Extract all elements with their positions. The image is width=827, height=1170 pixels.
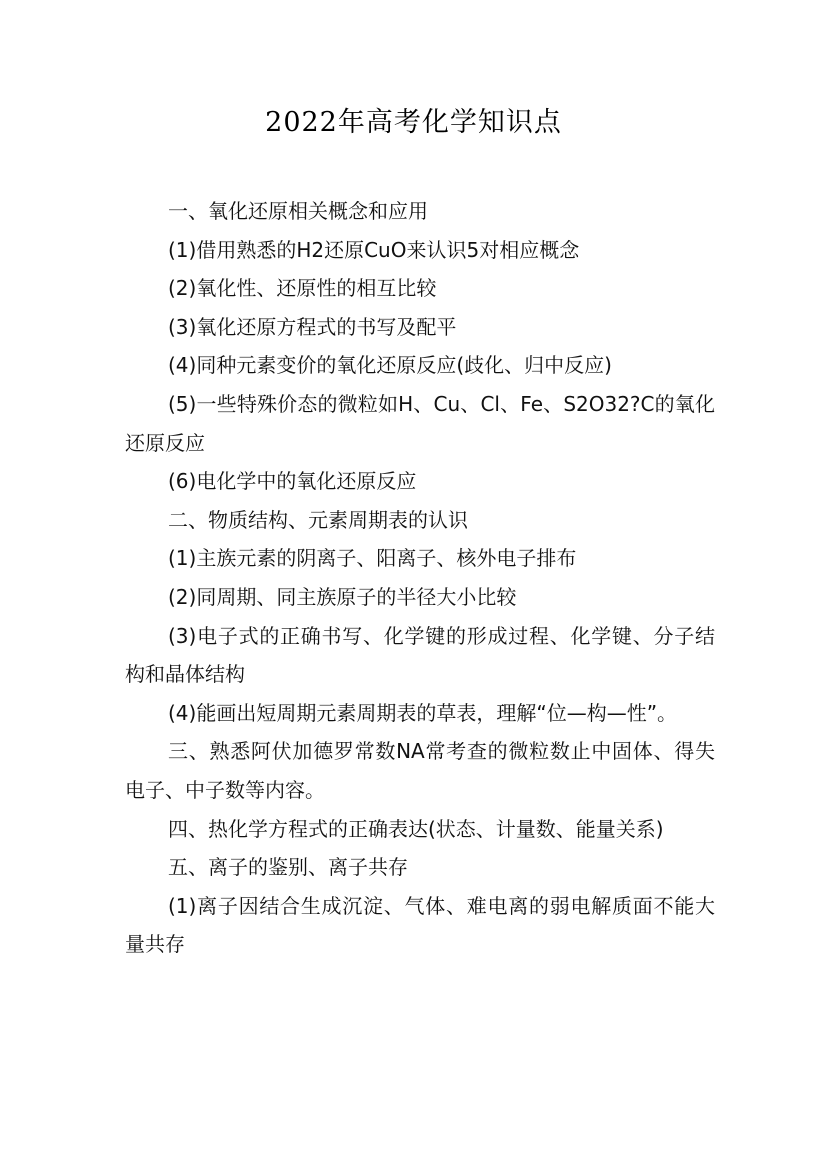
- list-item: (2)氧化性、还原性的相互比较: [168, 276, 437, 301]
- list-item: (2)同周期、同主族原子的半径大小比较: [168, 584, 517, 609]
- section-heading: 二、物质结构、元素周期表的认识: [168, 507, 468, 532]
- section-heading: 三、熟悉阿伏加德罗常数NA常考查的微粒数止中固体、得失电子、中子数等内容。: [125, 739, 715, 802]
- document-body: [125, 192, 715, 964]
- list-item: (1)离子因结合生成沉淀、气体、难电离的弱电解质面不能大量共存: [125, 893, 715, 957]
- section-heading: 四、热化学方程式的正确表达(状态、计量数、能量关系): [168, 816, 664, 841]
- section-heading: 一、氧化还原相关概念和应用: [168, 199, 428, 223]
- page-title: 2022年高考化学知识点: [265, 107, 562, 138]
- list-item: (1)借用熟悉的H2还原CuO来认识5对相应概念: [168, 237, 580, 262]
- list-item: (3)氧化还原方程式的书写及配平: [168, 314, 457, 339]
- list-item: (4)能画出短周期元素周期表的草表，理解“位—构—性”。: [168, 700, 678, 725]
- list-item: (1)主族元素的阴离子、阳离子、核外电子排布: [168, 546, 577, 571]
- list-item: (3)电子式的正确书写、化学键的形成过程、化学键、分子结构和晶体结构: [125, 623, 715, 687]
- list-item: (4)同种元素变价的氧化还原反应(歧化、归中反应): [168, 353, 612, 378]
- list-item: (5)一些特殊价态的微粒如H、Cu、Cl、Fe、S2O32?C的氧化还原反应: [125, 391, 715, 455]
- section-heading: 五、离子的鉴别、离子共存: [168, 855, 408, 880]
- list-item: (6)电化学中的氧化还原反应: [168, 469, 417, 494]
